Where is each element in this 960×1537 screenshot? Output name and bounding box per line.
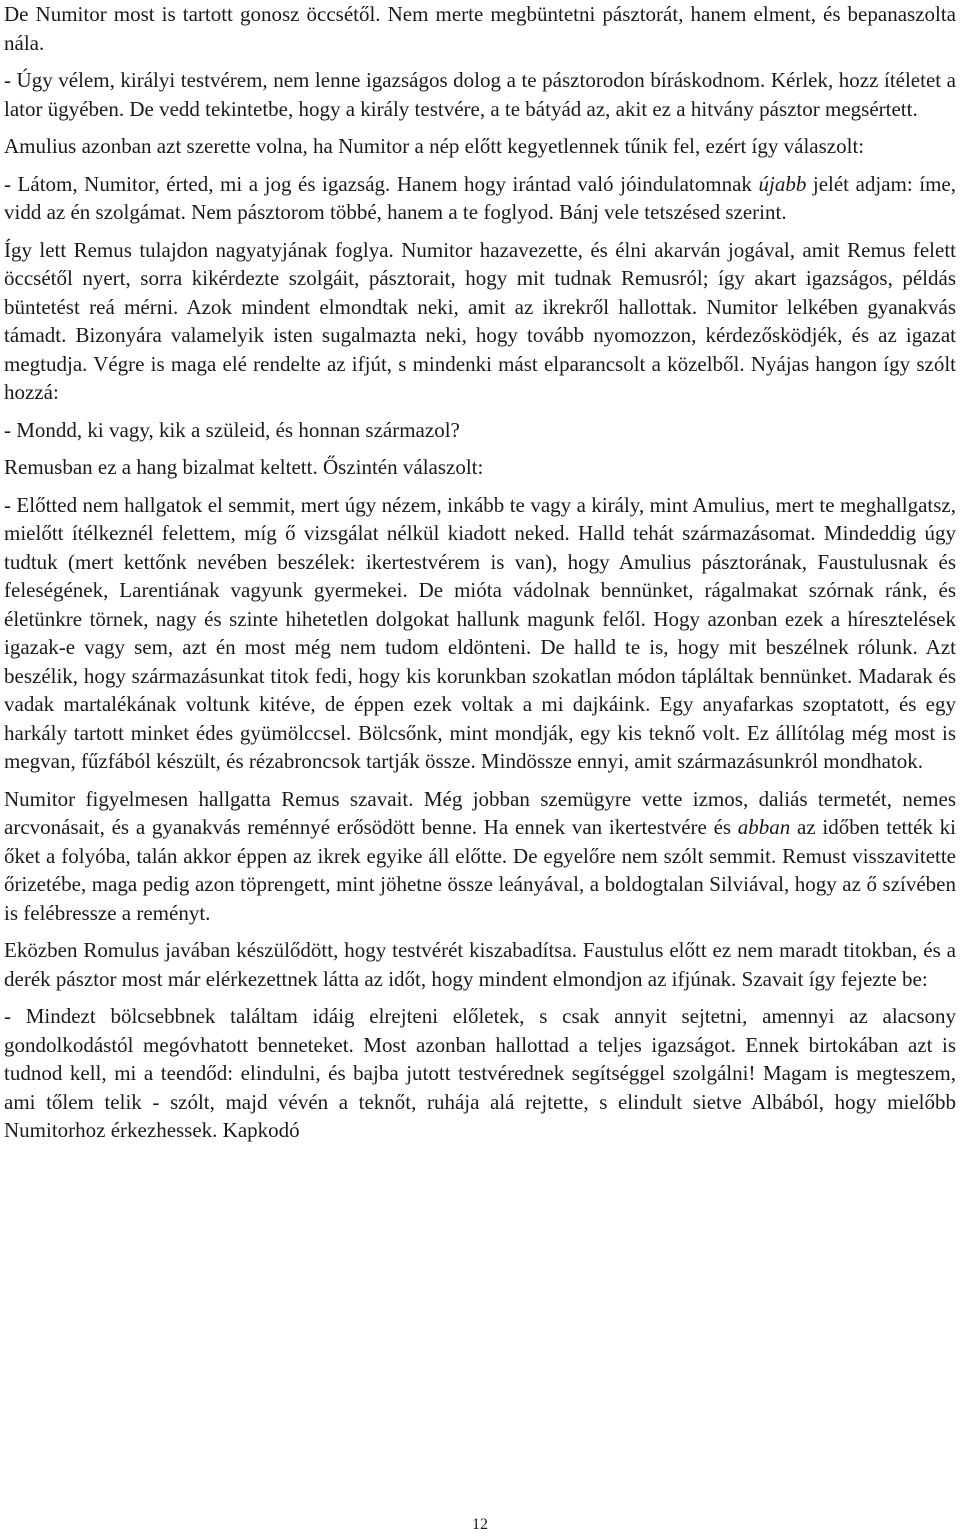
paragraph-6: - Mondd, ki vagy, kik a szüleid, és honnan származol?: [4, 417, 460, 442]
paragraph-1: De Numitor most is tartott gonosz öccsétől. Nem merte megbüntetni pásztorát, hanem elment, és bepanaszolta nála.: [4, 2, 956, 55]
paragraph-4-emphasis: újabb: [758, 171, 807, 196]
paragraph-4: [4, 170, 956, 227]
paragraph-8: - Előtted nem hallgatok el semmit, mert úgy nézem, inkább te vagy a király, mint Amulius, mert te meghallgatsz, mielőtt ítélkeznél felettem, míg ő vizsgálat nélkül kiadott neked. Halld tehát származásomat. Mindeddig úgy tudtuk (mert kettőnk nevében beszélek: ikertestvérem is van), hogy Amulius pásztorának, Faustulusnak és feleségének, Larentiának vagyunk gyermekei. De mióta vádolnak bennünket, rágalmakat szórnak ránk, és életünkre törnek, nagy és szinte hihetetlen dolgokat hallunk magunk felől. Hogy azonban ezek a híresztelések igazak-e vagy sem, azt én most még nem tudom eldönteni. De halld te is, hogy mit beszélnek rólunk. Azt beszélik, hogy származásunkat titok fedi, hogy kis korunkban szokatlan módon tápláltak bennünket. Madarak és vadak martalékának voltunk kitéve, de éppen ezek voltak a mi dajkáink. Egy anyafarkas szoptatott, és egy harkály tartott minket édes gyümölccsel. Bölcsőnk, mint mondják, egy kis teknő volt. Ez állítólag még most is megvan, fűzfából készült, és rézabroncsok tartják össze. Mindössze ennyi, amit származásunkról mondhatok.: [4, 492, 956, 773]
paragraph-11: - Mindezt bölcsebbnek találtam idáig elrejteni előletek, s csak annyit sejtetni, amennyi az alacsony gondolkodástól megóvhatott benneteket. Most azonban hallottad a teljes igazságot. Ennek birtokában azt is tudnod kell, mi a teendőd: elindulni, és bajba jutott testvérednek segítséggel szolgálni! Magam is megteszem, ami tőlem telik - szólt, majd vévén a teknőt, ruhája alá rejtette, s elindult sietve Albából, hogy mielőbb Numitorhoz érkezhessek. Kapkodó: [4, 1004, 956, 1142]
paragraph-9: [4, 785, 956, 928]
paragraph-4-part-1: - Látom, Numitor, érted, mi a jog és igazság. Hanem hogy irántad való jóindulatomnak: [4, 171, 759, 196]
paragraph-10: Eközben Romulus javában készülődött, hogy testvérét kiszabadítsa. Faustulus előtt ez nem maradt titokban, és a derék pásztor most már elérkezettnek látta az időt, hogy mindent elmondjon az ifjúnak. Szavait így fejezte be:: [4, 938, 956, 991]
paragraph-9-emphasis: abban: [737, 815, 791, 839]
paragraph-5: Így lett Remus tulajdon nagyatyjának foglya. Numitor hazavezette, és élni akarván jogával, amit Remus felett öccsétől nyert, sorra kikérdezte szolgáit, pásztorait, hogy mit tudnak Remusról; így akart igazságos, példás büntetést reá mérni. Azok mindent elmondtak neki, amit az ikrekről hallottak. Numitor lelkében gyanakvás támadt. Bizonyára valamelyik isten sugalmazta neki, hogy tovább nyomozzon, kérdezősködjék, és az igazat megtudja. Végre is maga elé rendelte az ifjút, s mindenki mást elparancsolt a közelből. Nyájas hangon így szólt hozzá:: [4, 237, 956, 404]
paragraph-3: Amulius azonban azt szerette volna, ha Numitor a nép előtt kegyetlennek tűnik fel, ezért így válaszolt:: [4, 134, 865, 158]
text-body: [4, 0, 956, 1154]
paragraph-2: - Úgy vélem, királyi testvérem, nem lenne igazságos dolog a te pásztorodon bíráskodnom. Kérlek, hozz ítéletet a lator ügyében. De vedd tekintetbe, hogy a király testvére, a te bátyád az, akit ez a hitvány pásztor megsértett.: [4, 68, 956, 121]
paragraph-9-part-1: Numitor figyelmesen hallgatta Remus szavait. Még jobban szemügyre vette izmos, daliás termetét, nemes arcvonásait, és a gyanakvás reménnyé erősödött benne. Ha ennek van ikertestvére és: [4, 786, 956, 839]
paragraph-4-part-2: jelét adjam: íme, vidd az én szolgámat. Nem pásztorom többé, hanem a te foglyod. Bánj vele tetszésed szerint.: [4, 171, 957, 224]
page-number: 12: [472, 1516, 488, 1533]
paragraph-7: Remusban ez a hang bizalmat keltett. Őszintén válaszolt:: [4, 455, 484, 479]
paragraph-9-part-2: az időben tették ki őket a folyóba, talán akkor éppen az ikrek egyike áll előtte. De egyelőre nem szólt semmit. Remust visszavitette őrizetébe, maga pedig azon töprengett, mint jöhetne össze leányával, a boldogtalan Silviával, hogy az ő szívében is felébressze a reményt.: [4, 815, 956, 925]
